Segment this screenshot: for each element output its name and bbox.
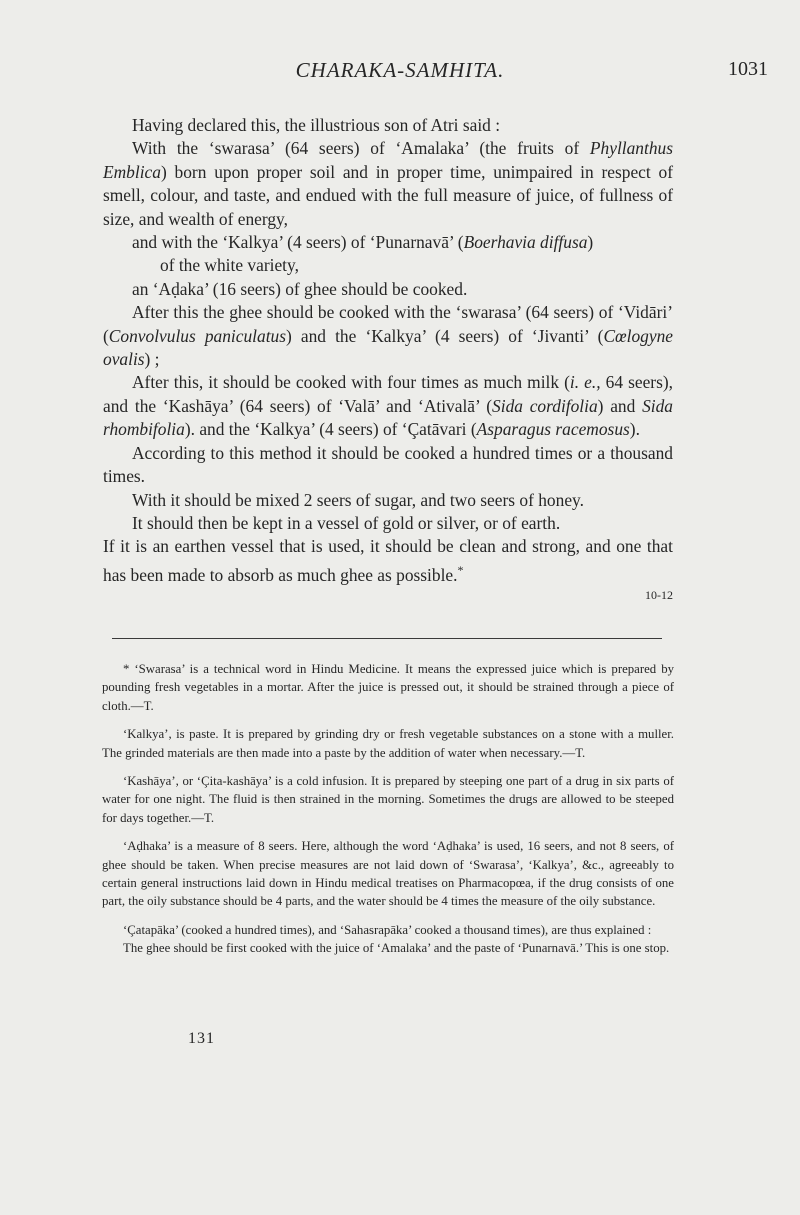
text-run: ).	[629, 419, 640, 440]
italic-text: Asparagus racemosus	[476, 419, 630, 440]
italic-text: i. e.,	[569, 372, 601, 393]
paragraph	[103, 137, 673, 231]
verse-number: 10-12	[645, 587, 673, 602]
footnote: ‘Çatapāka’ (cooked a hundred times), and ‘Sahasrapāka’ cooked a thousand times), are thus explained :	[123, 922, 652, 937]
text-run: and with the ‘Kalkya’ (4 seers) of ‘Punarnavā’ (	[132, 232, 464, 253]
italic-text: Sida cordifolia	[492, 395, 598, 416]
paragraph	[103, 371, 673, 441]
paragraph: With it should be mixed 2 seers of sugar, and two seers of honey.	[132, 489, 584, 510]
text-run: After this, it should be cooked with four times as much milk (	[132, 372, 570, 393]
page-number: 1031	[728, 58, 768, 80]
italic-text: Cœlogyne ovalis	[103, 325, 673, 370]
paragraph: It should then be kept in a vessel of gold or silver, or of earth.	[132, 512, 561, 533]
paragraph: of the white variety,	[160, 255, 299, 276]
text-run: ) born upon proper soil and in proper time, unimpaired in respect of smell, colour, and taste, and endued with the full measure of juice, of fullness of size, and wealth of energy,	[103, 161, 673, 229]
main-text	[103, 114, 673, 603]
text-run: )	[587, 232, 594, 253]
footnote-marker: *	[457, 562, 464, 577]
text-run: If it is an earthen vessel that is used, it should be clean and strong, and one that has been made to absorb as much ghee as possible.	[103, 536, 673, 585]
text-run: ). and the ‘Kalkya’ (4 seers) of ‘Çatāvari (	[184, 419, 477, 440]
footnote-divider	[112, 638, 662, 639]
text-run: With the ‘swarasa’ (64 seers) of ‘Amalaka’ (the fruits of	[132, 138, 590, 159]
running-title: CHARAKA-SAMHITA.	[295, 58, 505, 82]
paragraph	[103, 231, 673, 254]
footnotes	[102, 660, 674, 968]
italic-text: Boerhavia diffusa	[463, 232, 588, 253]
paragraph: an ‘Aḍaka’ (16 seers) of ghee should be cooked.	[132, 278, 468, 299]
paragraph	[103, 535, 673, 587]
footnote: ‘Kashāya’, or ‘Çita-kashāya’ is a cold infusion. It is prepared by steeping one part of a drug in six parts of water for one night. The fluid is then strained in the morning. Sometimes the drugs are allowed to be steeped for days together.—T.	[102, 774, 674, 825]
paragraph: According to this method it should be cooked a hundred times or a thousand times.	[103, 442, 673, 487]
paragraph	[103, 301, 673, 371]
signature-mark: 131	[188, 1030, 215, 1047]
paragraph: Having declared this, the illustrious son of Atri said :	[132, 115, 501, 135]
italic-text: Sida rhombifolia	[103, 395, 673, 440]
text-run: 64 seers), and the ‘Kashāya’ (64 seers) of ‘Valā’ and ‘Ativalā’ (	[103, 372, 673, 416]
italic-text: Convolvulus paniculatus	[108, 325, 286, 346]
footnote: The ghee should be first cooked with the juice of ‘Amalaka’ and the paste of ‘Punarnavā.’ This is one stop.	[123, 941, 670, 956]
text-run: ) and	[597, 395, 643, 416]
text-run: After this the ghee should be cooked with the ‘swarasa’ (64 seers) of ‘Vidāri’ (	[103, 302, 673, 346]
footnote: ‘Aḍhaka’ is a measure of 8 seers. Here, although the word ‘Aḍhaka’ is used, 16 seers, and not 8 seers, of ghee should be taken. When precise measures are not laid down of ‘Swarasa’, ‘Kalkya’, &c., agreeably to certain general instructions laid down in Hindu medical treatises on Pharmacopœa, if the drug consists of one part, the oily substance should be 4 parts, and the water should be 4 times the measure of the oily substance.	[102, 839, 674, 909]
text-run: ) and the ‘Kalkya’ (4 seers) of ‘Jivanti’ (	[286, 325, 604, 346]
footnote: ‘Kalkya’, is paste. It is prepared by grinding dry or fresh vegetable substances on a stone with a muller. The grinded materials are then made into a paste by the addition of water when necessary.—T.	[102, 727, 674, 760]
footnote: * ‘Swarasa’ is a technical word in Hindu Medicine. It means the expressed juice which is prepared by pounding fresh vegetables in a mortar. After the juice is pressed out, it should be strained through a piece of cloth.—T.	[102, 662, 674, 713]
italic-text: Phyllanthus Emblica	[103, 138, 673, 182]
text-run: ) ;	[144, 349, 160, 370]
